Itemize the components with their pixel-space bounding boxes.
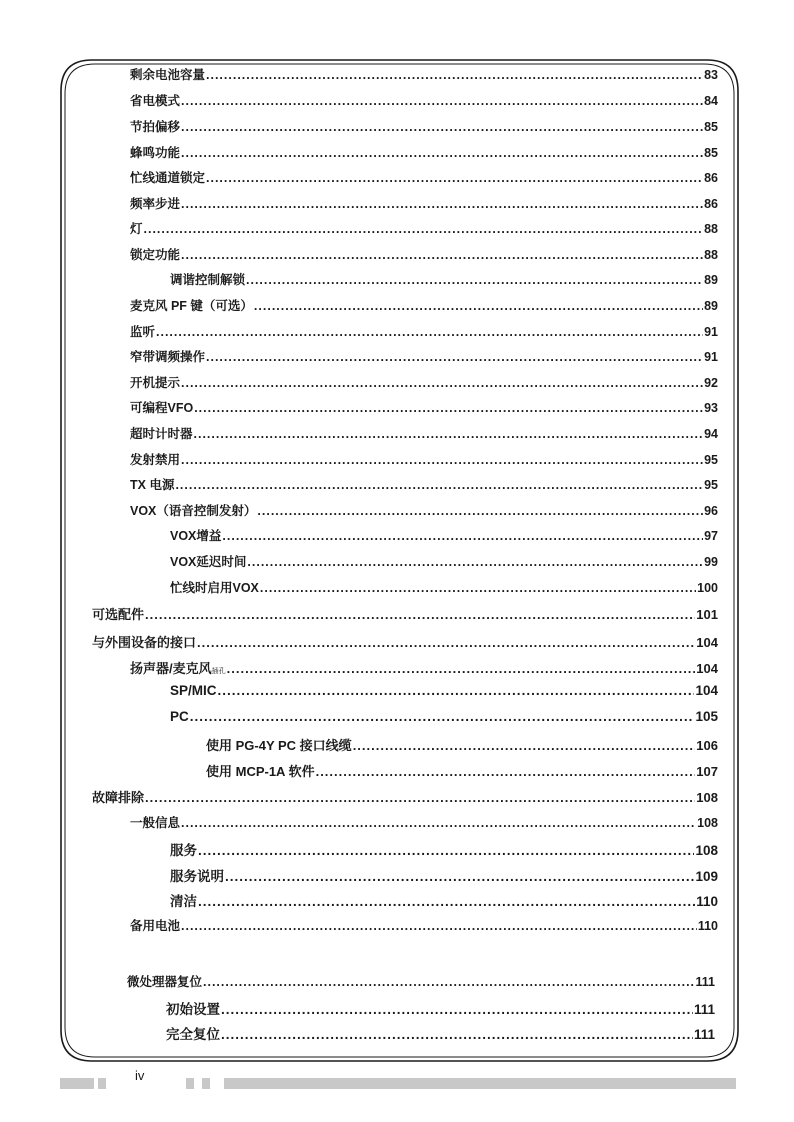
toc-dot-leader (181, 453, 703, 467)
toc-entry-title: 调谐控制解锁 (170, 273, 246, 287)
toc-entry-title: 微处理器复位 (127, 975, 203, 989)
toc-entry-title: 备用电池 (130, 919, 181, 933)
toc-dot-leader (145, 607, 695, 622)
toc-entry-page: 95 (704, 453, 718, 467)
toc-entry-page: 91 (704, 350, 718, 364)
toc-entry[interactable] (130, 373, 718, 393)
toc-entry-page: 86 (704, 171, 718, 185)
toc-entry-page: 91 (704, 325, 718, 339)
toc-dot-leader (181, 816, 696, 830)
toc-entry[interactable] (170, 839, 718, 859)
footer-bar-segment (60, 1078, 94, 1089)
toc-entry[interactable] (170, 526, 718, 546)
toc-entry[interactable] (206, 761, 718, 781)
toc-dot-leader (181, 94, 703, 108)
toc-entry-title: 一般信息 (130, 816, 181, 830)
toc-entry-page: 89 (704, 299, 718, 313)
toc-entry-page: 99 (704, 555, 718, 569)
toc-dot-leader (218, 683, 695, 698)
toc-entry-title: 发射禁用 (130, 453, 181, 467)
toc-entry-title: TX 电源 (130, 478, 175, 492)
toc-entry-title: 可选配件 (92, 607, 145, 622)
toc-dot-leader (156, 325, 703, 339)
toc-entry[interactable] (130, 91, 718, 111)
toc-entry-title: 灯 (130, 222, 143, 236)
toc-entry-title: 忙线时启用VOX (170, 581, 259, 595)
toc-dot-leader (175, 478, 703, 492)
toc-dot-leader (247, 555, 703, 569)
toc-entry-page: 108 (697, 816, 718, 830)
toc-entry-title: 与外围设备的接口 (92, 635, 197, 650)
toc-dot-leader (254, 299, 703, 313)
toc-entry-page: 109 (695, 869, 718, 884)
toc-entry[interactable] (130, 658, 718, 678)
toc-dot-leader (197, 635, 695, 650)
toc-dot-leader (145, 790, 695, 805)
toc-entry-page: 97 (704, 529, 718, 543)
toc-entry-page: 84 (704, 94, 718, 108)
toc-entry[interactable] (130, 168, 718, 188)
toc-dot-leader (181, 919, 697, 933)
toc-dot-leader (181, 120, 703, 134)
toc-entry[interactable] (130, 194, 718, 214)
toc-dot-leader (260, 581, 696, 595)
toc-entry[interactable] (170, 683, 718, 703)
toc-entry-title: 忙线通道锁定 (130, 171, 206, 185)
toc-entry[interactable] (130, 117, 718, 137)
toc-dot-leader (181, 197, 703, 211)
toc-entry[interactable] (166, 1023, 715, 1043)
toc-dot-leader (353, 738, 696, 753)
toc-entry-page: 100 (697, 581, 718, 595)
toc-dot-leader (225, 869, 694, 884)
toc-entry-title: 蜂鸣功能 (130, 146, 181, 160)
toc-dot-leader (257, 504, 703, 518)
toc-entry-title: VOX增益 (170, 529, 222, 543)
toc-entry-title: 开机提示 (130, 376, 181, 390)
toc-entry-title: 节拍偏移 (130, 120, 181, 134)
toc-entry-page: 106 (696, 738, 718, 753)
toc-entry-title: 可编程VFO (130, 401, 194, 415)
footer-bar-long (224, 1078, 736, 1089)
toc-entry-title-main: 扬声器/麦克风 (130, 661, 212, 676)
toc-entry[interactable] (130, 501, 718, 521)
toc-entry[interactable] (170, 552, 718, 572)
toc-entry-page: 83 (704, 68, 718, 82)
toc-entry[interactable] (130, 475, 718, 495)
toc-entry-title: 监听 (130, 325, 156, 339)
toc-dot-leader (181, 248, 703, 262)
toc-entry[interactable] (170, 865, 718, 885)
toc-entry-title: 超时计时器 (130, 427, 193, 441)
toc-entry-page: 104 (696, 635, 718, 650)
toc-entry-title: 省电模式 (130, 94, 181, 108)
toc-dot-leader (181, 376, 703, 390)
toc-entry-page: 101 (696, 607, 718, 622)
toc-entry-page: 105 (695, 709, 718, 724)
toc-dot-leader (194, 401, 703, 415)
page-footer (0, 1068, 794, 1098)
toc-entry[interactable] (130, 219, 718, 239)
toc-entry-title: 清洁 (170, 894, 197, 909)
toc-entry-title: 锁定功能 (130, 248, 181, 262)
toc-dot-leader (194, 427, 704, 441)
toc-dot-leader (316, 764, 696, 779)
toc-entry-title: 完全复位 (166, 1027, 220, 1042)
toc-entry-page: 108 (696, 790, 718, 805)
toc-entry-title: 麦克风 PF 键（可选） (130, 299, 253, 313)
toc-entry[interactable] (130, 916, 718, 936)
toc-entry-page: 110 (696, 894, 718, 909)
toc-entry[interactable] (130, 322, 718, 342)
toc-entry[interactable] (130, 347, 718, 367)
toc-entry-page: 86 (704, 197, 718, 211)
toc-dot-leader (227, 661, 696, 676)
toc-entry[interactable] (170, 709, 718, 729)
toc-entry-title: 剩余电池容量 (130, 68, 206, 82)
toc-entry-page: 110 (697, 919, 718, 933)
toc-entry[interactable] (127, 972, 715, 992)
toc-entry-page: 111 (693, 1002, 715, 1017)
toc-entry-title: 服务说明 (170, 869, 224, 884)
toc-entry-title: 频率步进 (130, 197, 181, 211)
toc-dot-leader (181, 146, 703, 160)
toc-entry-page: 89 (704, 273, 718, 287)
toc-dot-leader (198, 894, 695, 909)
footer-bar-segment (186, 1078, 194, 1089)
toc-entry-page: 111 (693, 1027, 715, 1042)
toc-entry-title: 初始设置 (166, 1002, 220, 1017)
toc-dot-leader (206, 171, 703, 185)
toc-dot-leader (203, 975, 695, 989)
toc-entry-page: 95 (704, 478, 718, 492)
toc-entry[interactable] (92, 604, 718, 624)
toc-entry-page: 92 (704, 376, 718, 390)
toc-entry-title: VOX（语音控制发射） (130, 504, 257, 518)
footer-bar-segment (98, 1078, 106, 1089)
toc-entry-page: 107 (696, 764, 718, 779)
toc-entry-page: 96 (704, 504, 718, 518)
toc-dot-leader (221, 1027, 693, 1042)
toc-entry-page: 85 (704, 120, 718, 134)
page-number: iv (135, 1068, 145, 1083)
toc-entry-page: 93 (704, 401, 718, 415)
toc-entry-title: 使用 MCP-1A 软件 (206, 764, 315, 779)
toc-entry[interactable] (130, 450, 718, 470)
toc-entry-title: 使用 PG-4Y PC 接口线缆 (206, 738, 352, 753)
toc-entry-title: SP/MIC (170, 683, 217, 698)
toc-entry[interactable] (166, 998, 715, 1018)
toc-dot-leader (206, 350, 703, 364)
toc-entry-title: 服务 (170, 843, 197, 858)
toc-entry-page: 94 (704, 427, 718, 441)
toc-entry[interactable] (130, 424, 718, 444)
toc-entry[interactable] (130, 143, 718, 163)
toc-entry-title: 窄带调频操作 (130, 350, 206, 364)
toc-entry-page: 104 (695, 683, 718, 698)
toc-dot-leader (222, 529, 703, 543)
toc-entry[interactable] (130, 245, 718, 265)
toc-dot-leader (206, 68, 703, 82)
toc-entry[interactable] (170, 890, 718, 910)
toc-entry-title: PC (170, 709, 189, 724)
toc-entry-page: 88 (704, 222, 718, 236)
toc-entry-page: 108 (695, 843, 718, 858)
toc-entry[interactable] (170, 578, 718, 598)
toc-entry-title (130, 658, 226, 677)
toc-entry[interactable] (92, 787, 718, 807)
toc-entry[interactable] (130, 398, 718, 418)
toc-entry-page: 88 (704, 248, 718, 262)
toc-dot-leader (144, 222, 704, 236)
toc-entry-title: VOX延迟时间 (170, 555, 247, 569)
toc-entry[interactable] (206, 735, 718, 755)
toc-entry[interactable] (130, 296, 718, 316)
toc-entry[interactable] (92, 632, 718, 652)
toc-dot-leader (198, 843, 694, 858)
toc-entry[interactable] (130, 65, 718, 85)
footer-bar-segment (202, 1078, 210, 1089)
toc-dot-leader (190, 709, 695, 724)
toc-entry-page: 85 (704, 146, 718, 160)
toc-entry-title-suffix: 插孔 (211, 668, 226, 675)
toc-entry-page: 111 (695, 975, 715, 989)
toc-entry-page: 104 (696, 661, 718, 676)
toc-entry-title: 故障排除 (92, 790, 145, 805)
toc-dot-leader (246, 273, 703, 287)
toc-entry[interactable] (170, 270, 718, 290)
toc-dot-leader (221, 1002, 693, 1017)
toc-entry[interactable] (130, 813, 718, 833)
